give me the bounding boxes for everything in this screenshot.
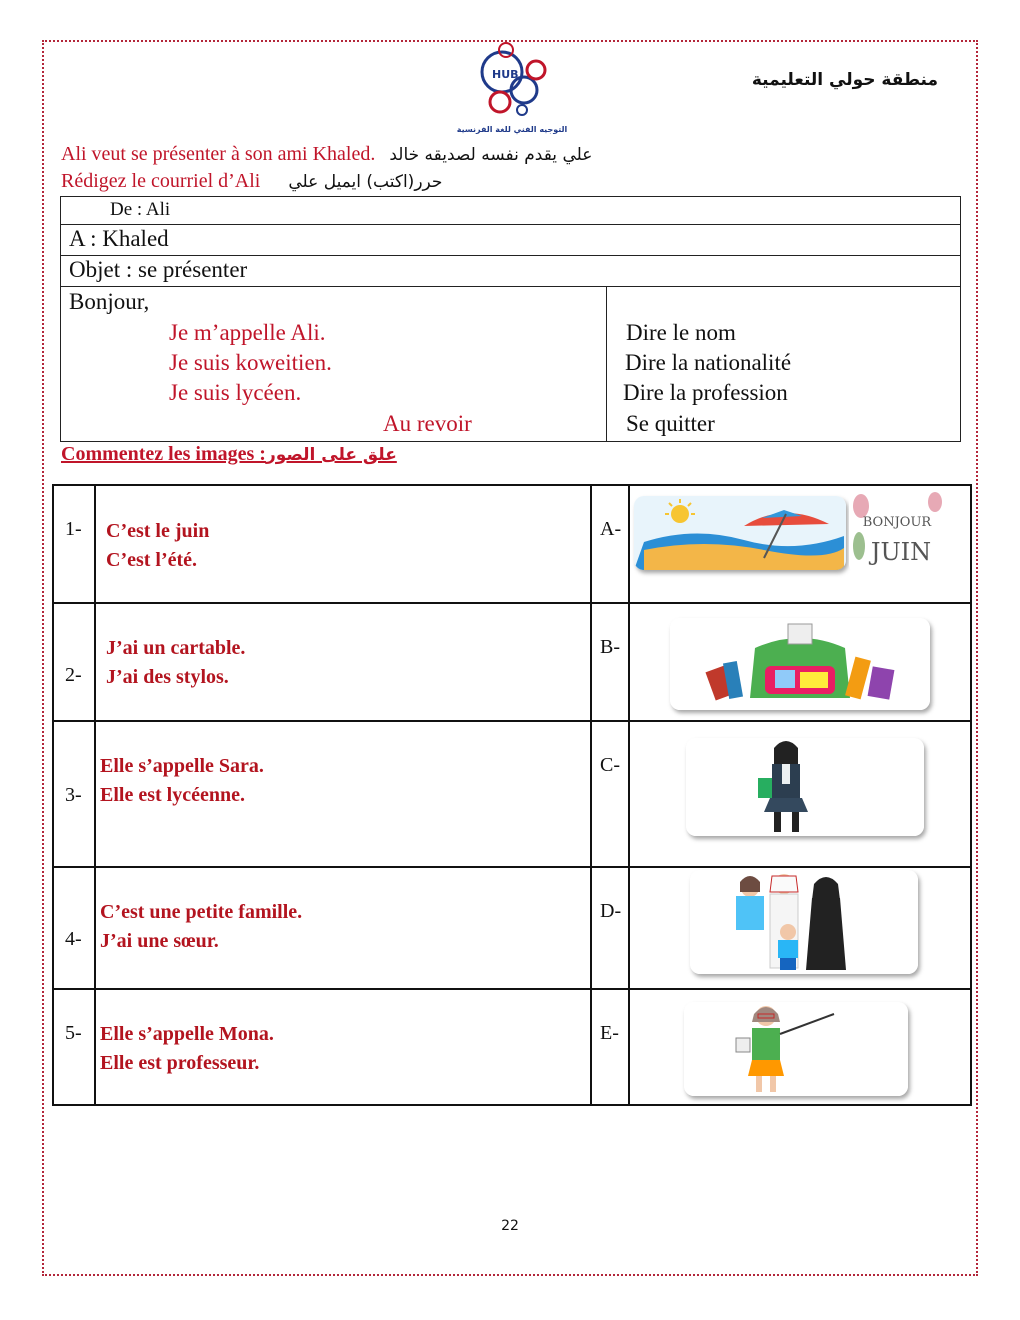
- email-to: A : Khaled: [69, 226, 169, 251]
- sentence: Elle est lycéenne.: [100, 784, 245, 806]
- email-subject-row: [61, 256, 960, 287]
- instruction-1-ar: علي يقدم نفسه لصديقه خالد: [389, 145, 593, 165]
- sentence: C’est l’été.: [106, 549, 198, 571]
- comment-section-title: [61, 443, 397, 466]
- bonjour-juin-image: [849, 486, 945, 574]
- svg-text:HUB: HUB: [492, 68, 519, 81]
- email-from: De : Ali: [110, 199, 171, 220]
- schoolgirl-image: [686, 738, 924, 836]
- school-bag-image: [670, 618, 930, 710]
- row-number: 3-: [65, 784, 82, 806]
- table-row: [54, 486, 970, 604]
- row-letter: C-: [600, 754, 620, 776]
- row-number: 2-: [65, 664, 82, 686]
- region-title: منطقة حولي التعليمية: [751, 70, 938, 90]
- row-sentences: [106, 634, 245, 692]
- email-box: [60, 196, 961, 442]
- instruction-2-ar: حرر(اكتب) ايميل علي: [288, 172, 443, 192]
- page-number: 22: [501, 1218, 519, 1234]
- comment-title-ar: علق على الصور: [265, 445, 397, 465]
- email-from-row: [61, 197, 960, 225]
- row-letter: B-: [600, 636, 620, 658]
- email-subject: Objet : se présenter: [69, 257, 248, 282]
- instruction-1-fr: Ali veut se présenter à son ami Khaled.: [61, 143, 376, 165]
- sentence: J’ai une sœur.: [100, 930, 219, 952]
- row-number: 1-: [65, 518, 82, 540]
- summer-beach-image: [634, 496, 846, 570]
- row-sentences: [100, 898, 302, 956]
- row-letter: E-: [600, 1022, 619, 1044]
- sentence: J’ai un cartable.: [106, 637, 246, 659]
- sentence: J’ai des stylos.: [106, 666, 229, 688]
- svg-text:التوجيه الفني للغة الفرنسية: التوجيه الفني للغة الفرنسية: [456, 125, 568, 134]
- hint-nationality: Dire la nationalité: [625, 350, 792, 375]
- email-divider: [606, 287, 607, 441]
- hint-quit: Se quitter: [626, 411, 715, 436]
- hint-profession: Dire la profession: [623, 380, 788, 405]
- email-line-name: Je m’appelle Ali.: [169, 320, 326, 345]
- sentence: Elle est professeur.: [100, 1052, 260, 1074]
- email-greeting: Bonjour,: [69, 289, 150, 314]
- table-row: [54, 990, 970, 1108]
- email-line-nationality: Je suis koweitien.: [169, 350, 332, 375]
- row-sentences: [100, 1020, 274, 1078]
- row-letter: A-: [600, 518, 622, 540]
- table-row: [54, 868, 970, 990]
- table-row: [54, 604, 970, 722]
- sentence: C’est le juin: [106, 520, 210, 542]
- row-sentences: [106, 517, 209, 575]
- logo: [452, 40, 572, 140]
- email-body: [61, 287, 960, 441]
- row-number: 5-: [65, 1022, 82, 1044]
- sentence: Elle s’appelle Mona.: [100, 1023, 274, 1045]
- sentence: Elle s’appelle Sara.: [100, 755, 264, 777]
- instruction-line-1: [61, 143, 592, 166]
- email-to-row: [61, 225, 960, 256]
- table-row: [54, 722, 970, 868]
- svg-text:JUIN: JUIN: [870, 538, 932, 566]
- email-closing: Au revoir: [383, 411, 472, 436]
- svg-text:BONJOUR: BONJOUR: [862, 515, 932, 530]
- row-letter: D-: [600, 900, 622, 922]
- instruction-line-2: [61, 170, 442, 193]
- row-number: 4-: [65, 928, 82, 950]
- hint-name: Dire le nom: [626, 320, 736, 345]
- row-sentences: [100, 752, 264, 810]
- email-line-profession: Je suis lycéen.: [169, 380, 302, 405]
- matching-table: [52, 484, 972, 1106]
- sentence: C’est une petite famille.: [100, 901, 303, 923]
- instruction-2-fr: Rédigez le courriel d’Ali: [61, 170, 261, 192]
- teacher-image: [684, 1002, 908, 1096]
- comment-title-fr: Commentez les images :: [61, 443, 266, 465]
- family-image: [690, 870, 918, 974]
